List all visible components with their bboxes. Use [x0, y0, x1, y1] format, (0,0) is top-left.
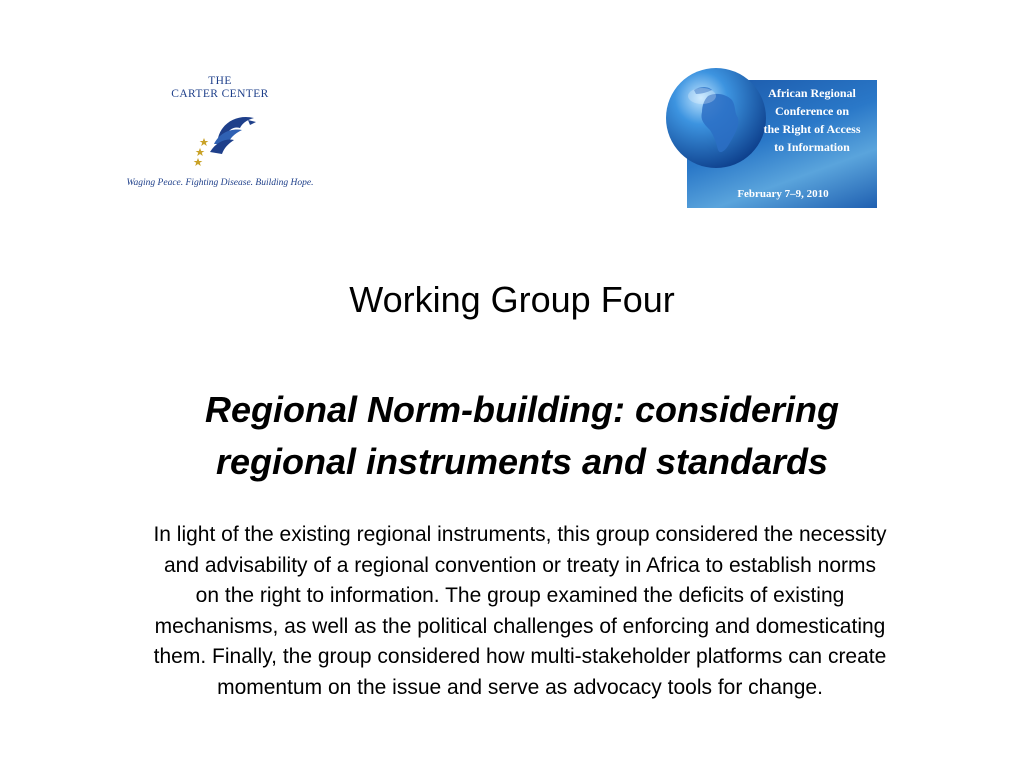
body-line: on the right to information. The group examined the deficits of existing: [195, 584, 845, 607]
body-line: them. Finally, the group considered how multi-stakeholder platforms can create: [153, 645, 887, 668]
slide-body-text: [60, 520, 980, 703]
carter-tagline: Waging Peace. Fighting Disease. Building Hope.: [126, 178, 314, 188]
slide-subtitle: [60, 384, 984, 488]
carter-logo-line2: CARTER CENTER: [171, 88, 269, 100]
slide-title: Working Group Four: [349, 279, 675, 320]
conference-title-line: Conference on: [774, 104, 850, 118]
conference-title-line: the Right of Access: [763, 122, 861, 136]
conference-title-line: to Information: [774, 140, 850, 154]
body-line: In light of the existing regional instruments, this group considered the necessity: [153, 523, 887, 546]
body-line: mechanisms, as well as the political challenges of enforcing and domesticating: [154, 614, 886, 638]
conference-date: February 7–9, 2010: [737, 188, 829, 200]
body-line: momentum on the issue and serve as advocacy tools for change.: [217, 675, 823, 699]
carter-logo-line1: THE: [208, 75, 232, 87]
subtitle-line: regional instruments and standards: [215, 441, 829, 482]
eagle-icon: [188, 108, 258, 168]
conference-logo: [664, 66, 878, 208]
conference-title: [750, 84, 874, 156]
carter-center-logo: [110, 70, 330, 200]
conference-title-line: African Regional: [768, 86, 856, 100]
body-line: and advisability of a regional convention or treaty in Africa to establish norms: [163, 553, 877, 577]
subtitle-line: Regional Norm-building: considering: [205, 389, 839, 430]
